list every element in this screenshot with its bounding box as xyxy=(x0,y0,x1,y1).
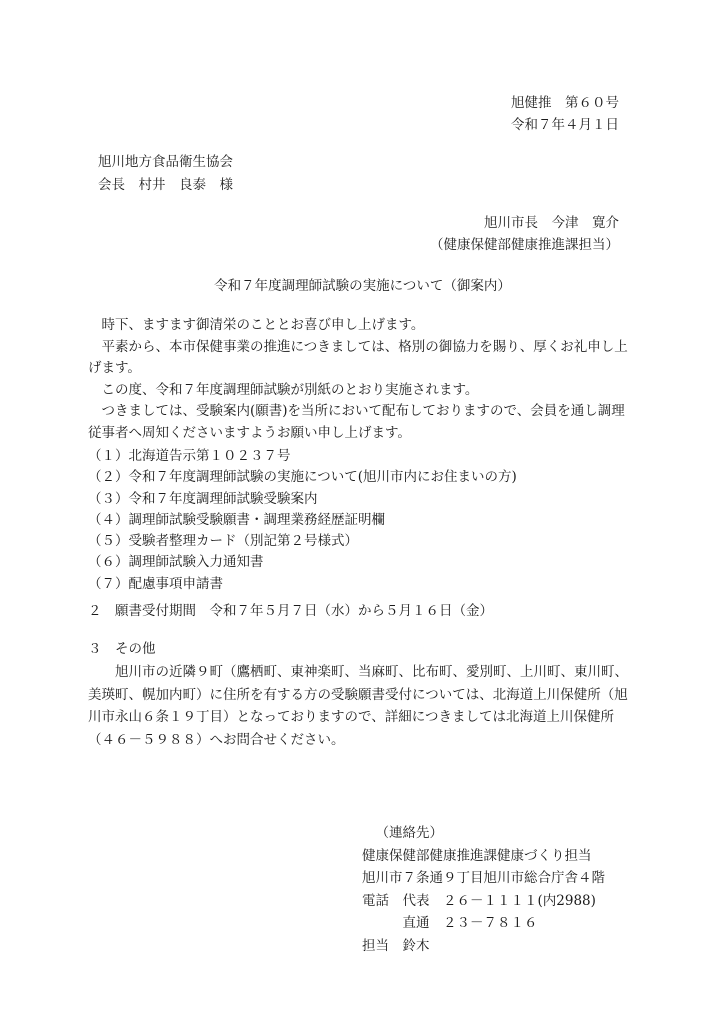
contact-phone-direct: 直通 ２３－７８１６ xyxy=(402,915,538,931)
document-number: 旭健推 第６０号 xyxy=(511,95,619,111)
list-item: （７）配慮事項申請書 xyxy=(88,575,223,592)
contact-person: 担当 鈴木 xyxy=(362,937,430,954)
list-item: （６）調理師試験入力通知書 xyxy=(88,554,264,571)
contact-heading: （連絡先） xyxy=(375,825,443,841)
contact-dept: 健康保健部健康推進課健康づくり担当 xyxy=(362,847,592,864)
list-item: （３）令和７年度調理師試験受験案内 xyxy=(88,490,318,507)
list-item: （１）北海道告示第１０２３７号 xyxy=(88,448,291,464)
section-other-text: 旭川市の近隣９町（鷹栖町、東神楽町、当麻町、比布町、愛別町、上川町、東川町、美瑛町、幌加内町）に住所を有する方の受験願書受付については、北海道上川保健所（旭川市永山６条１９丁目）となっておりますので、詳細につきましては北海道上川保健所（４６－５９８８）へお問合せください。 xyxy=(88,664,628,748)
sender-name: 旭川市長 今津 寛介 xyxy=(484,215,619,231)
section-other-body xyxy=(88,661,636,751)
recipient-name: 会長 村井 良泰 様 xyxy=(98,177,233,193)
list-item: （４）調理師試験受験願書・調理業務経歴証明欄 xyxy=(88,511,385,528)
enclosure-list xyxy=(88,446,517,595)
body-paragraph: 平素から、本市保健事業の推進につきましては、格別の御協力を賜り、厚くお礼申し上げます。 xyxy=(88,338,628,376)
body-paragraph: この度、令和７年度調理師試験が別紙のとおり実施されます。 xyxy=(101,381,479,398)
list-item: （５）受験者整理カード（別記第２号様式） xyxy=(88,533,358,550)
sender-dept: （健康保健部健康推進課担当） xyxy=(430,237,619,253)
body-paragraph: つきましては、受験案内(願書)を当所において配布しておりますので、会員を通し調理従事者へ周知くださいますようお願い申し上げます。 xyxy=(88,403,625,441)
contact-block xyxy=(362,822,605,957)
body-paragraph: 時下、ますます御清栄のこととお喜び申し上げます。 xyxy=(101,317,425,333)
contact-address: 旭川市７条通９丁目旭川市総合庁舎４階 xyxy=(362,870,605,886)
section-other-heading: ３ その他 xyxy=(88,641,156,657)
document-date: 令和７年４月１日 xyxy=(511,117,619,133)
application-period: ２ 願書受付期間 令和７年５月７日（水）から５月１６日（金） xyxy=(88,603,493,619)
recipient-org: 旭川地方食品衛生協会 xyxy=(98,154,233,170)
list-item: （２）令和７年度調理師試験の実施について(旭川市内にお住まいの方) xyxy=(88,469,517,486)
document-title: 令和７年度調理師試験の実施について（御案内） xyxy=(214,278,511,294)
contact-phone-main: 電話 代表 ２６－１１１１(内2988) xyxy=(362,892,596,909)
letter-body xyxy=(88,315,636,444)
